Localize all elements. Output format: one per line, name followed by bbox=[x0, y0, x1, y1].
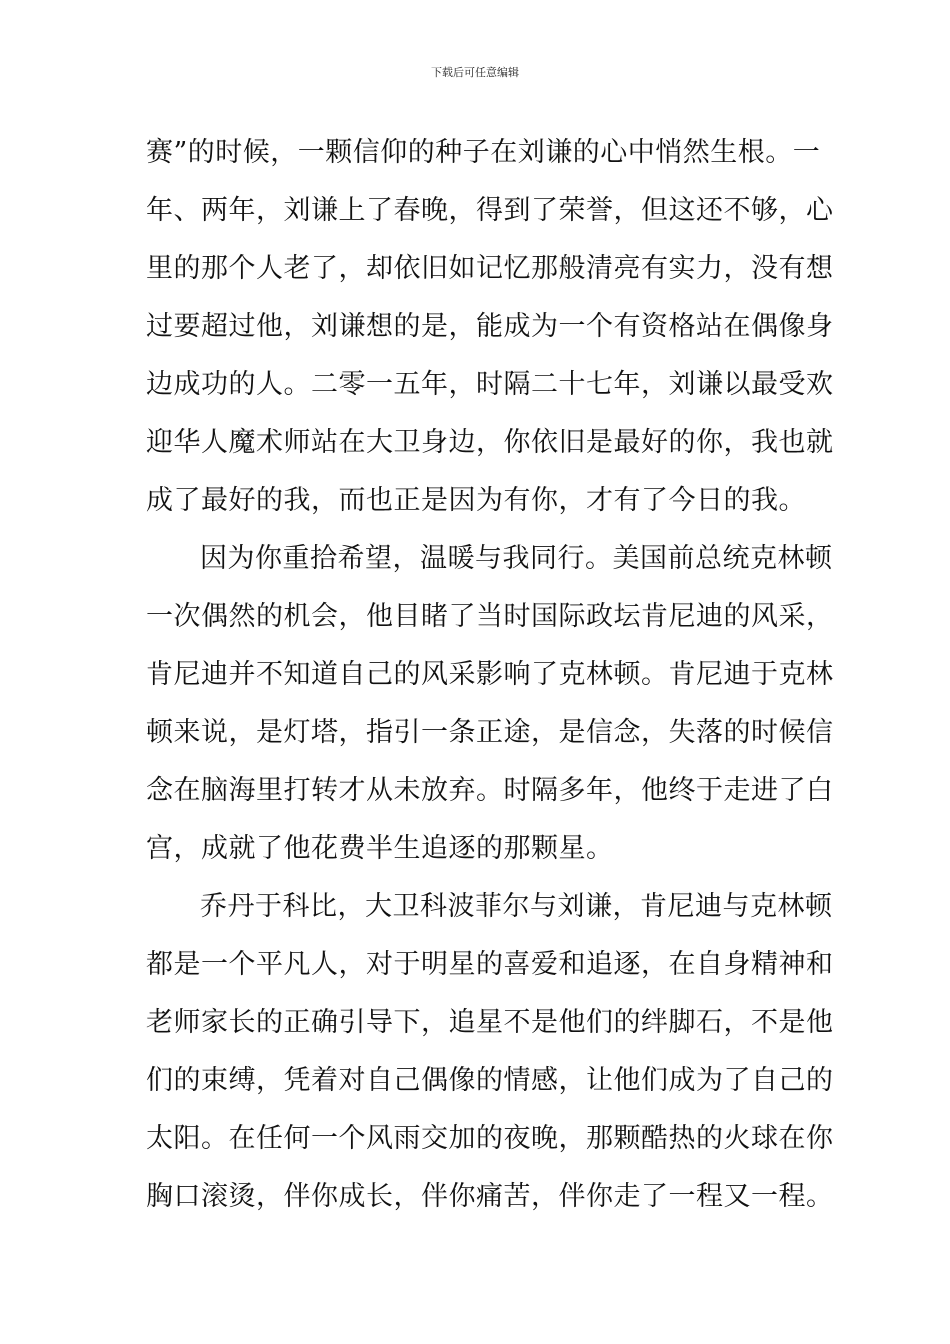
paragraph-first-line: 乔丹于科比，大卫科波菲尔与刘谦，肯尼迪与克林顿 bbox=[200, 891, 833, 922]
text-line: 胸口滚烫，伴你成长，伴你痛苦，伴你走了一程又一程。 bbox=[146, 1181, 834, 1212]
text-line: 们的束缚，凭着对自己偶像的情感，让他们成为了自己的 bbox=[146, 1065, 834, 1096]
text-line: 一次偶然的机会，他目睹了当时国际政坛肯尼迪的风采， bbox=[146, 601, 834, 632]
text-line: 太阳。在任何一个风雨交加的夜晚，那颗酷热的火球在你 bbox=[146, 1123, 834, 1154]
text-line: 都是一个平凡人，对于明星的喜爱和追逐，在自身精神和 bbox=[146, 949, 834, 980]
text-line: 边成功的人。二零一五年，时隔二十七年，刘谦以最受欢 bbox=[146, 369, 834, 400]
text-line: 念在脑海里打转才从未放弃。时隔多年，他终于走进了白 bbox=[146, 775, 834, 806]
text-line: 迎华人魔术师站在大卫身边，你依旧是最好的你，我也就 bbox=[146, 427, 834, 458]
text-line: 里的那个人老了，却依旧如记忆那般清亮有实力，没有想 bbox=[146, 253, 834, 284]
page-header: 下载后可任意编辑 bbox=[431, 66, 519, 79]
text-line: 顿来说，是灯塔，指引一条正途，是信念，失落的时候信 bbox=[146, 717, 834, 748]
text-line: 成了最好的我，而也正是因为有你，才有了今日的我。 bbox=[146, 485, 806, 516]
text-line: 过要超过他，刘谦想的是，能成为一个有资格站在偶像身 bbox=[146, 311, 834, 342]
text-line: 老师家长的正确引导下，追星不是他们的绊脚石，不是他 bbox=[146, 1007, 834, 1038]
text-line: 肯尼迪并不知道自己的风采影响了克林顿。肯尼迪于克林 bbox=[146, 659, 834, 690]
paragraph-first-line: 因为你重拾希望，温暖与我同行。美国前总统克林顿 bbox=[200, 543, 833, 574]
text-line: 年、两年，刘谦上了春晚，得到了荣誉，但这还不够，心 bbox=[146, 195, 834, 226]
text-line: 宫，成就了他花费半生追逐的那颗星。 bbox=[146, 833, 614, 864]
text-line: 赛”的时候，一颗信仰的种子在刘谦的心中悄然生根。一 bbox=[146, 137, 821, 168]
